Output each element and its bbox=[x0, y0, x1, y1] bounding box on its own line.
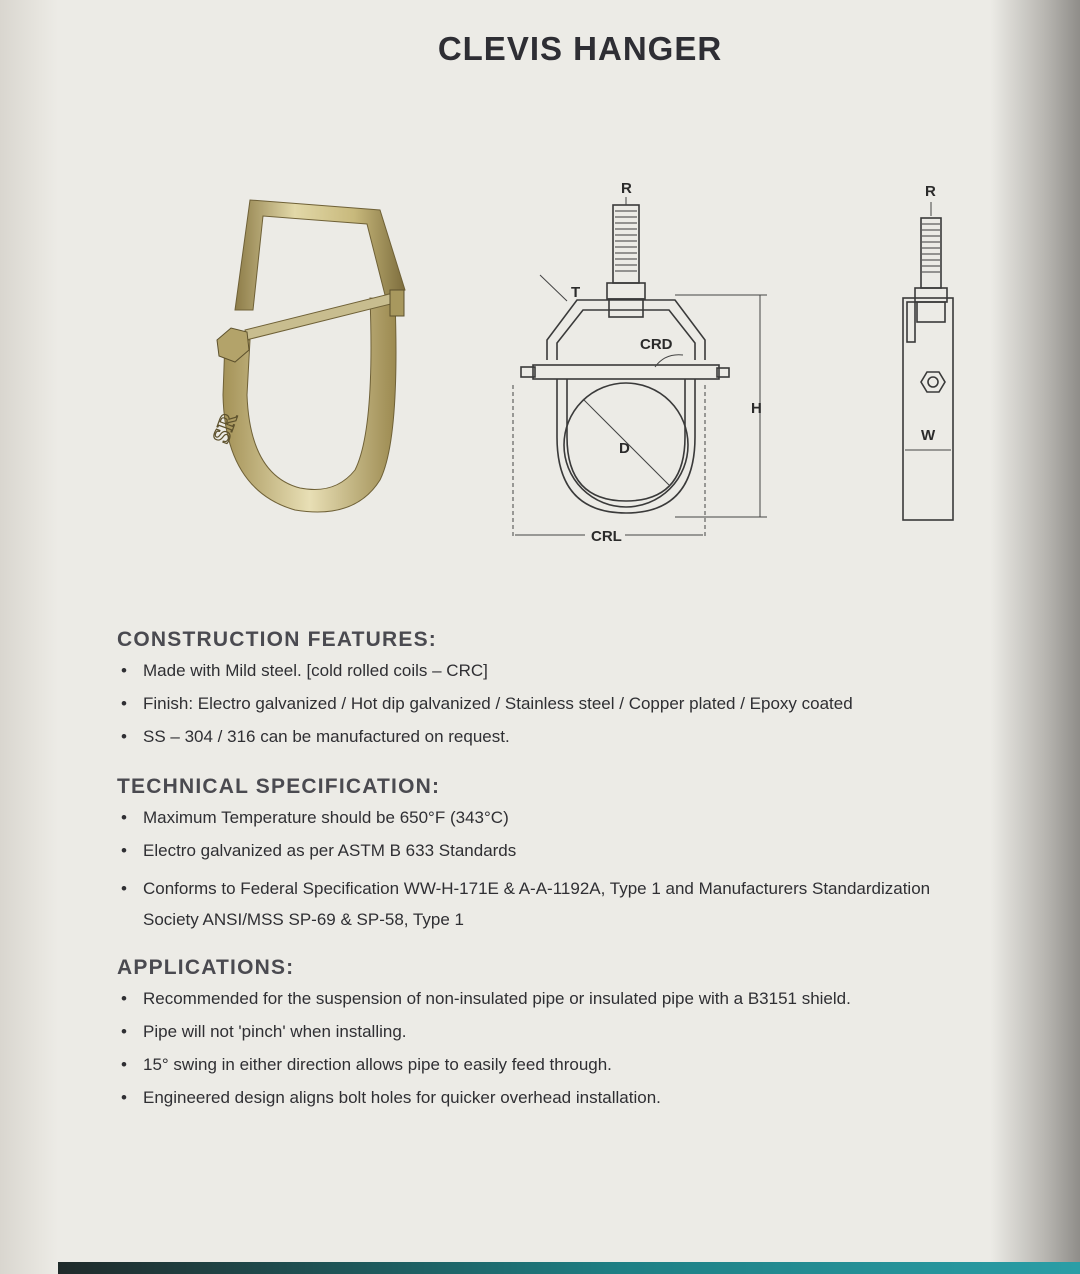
technical-specification-list bbox=[117, 807, 947, 935]
sr-logo: SR bbox=[208, 409, 244, 448]
clevis-hanger-photo bbox=[205, 190, 425, 520]
front-view-diagram bbox=[505, 175, 790, 555]
list-item: • 15° swing in either direction allows pipe to easily feed through. bbox=[117, 1054, 947, 1075]
list-item: • Finish: Electro galvanized / Hot dip galvanized / Stainless steel / Copper plated / Epoxy coated bbox=[117, 693, 947, 714]
label-r: R bbox=[621, 180, 632, 197]
list-item: • Pipe will not 'pinch' when installing. bbox=[117, 1021, 947, 1042]
list-item: • Recommended for the suspension of non-insulated pipe or insulated pipe with a B3151 shield. bbox=[117, 988, 947, 1009]
bottom-color-band bbox=[58, 1262, 1080, 1274]
applications-list bbox=[117, 988, 947, 1108]
label-d: D bbox=[619, 440, 630, 457]
label-r-side: R bbox=[925, 183, 936, 200]
list-item: • Engineered design aligns bolt holes for quicker overhead installation. bbox=[117, 1087, 947, 1108]
label-t: T bbox=[571, 284, 581, 301]
page-gutter-right bbox=[990, 0, 1080, 1274]
side-view-diagram bbox=[885, 178, 975, 528]
construction-features-list bbox=[117, 660, 947, 747]
list-item: • Conforms to Federal Specification WW-H-171E & A-A-1192A, Type 1 and Manufacturers Standardization Society ANSI/MSS SP-69 & SP-58, Type 1 bbox=[117, 873, 947, 935]
applications-section bbox=[117, 956, 947, 1120]
label-crl: CRL bbox=[591, 528, 622, 545]
page-gutter-left bbox=[0, 0, 58, 1274]
construction-features-heading: CONSTRUCTION FEATURES: bbox=[117, 628, 438, 651]
construction-features-section bbox=[117, 628, 947, 759]
applications-heading: APPLICATIONS: bbox=[117, 956, 295, 979]
list-item: • Maximum Temperature should be 650°F (343°C) bbox=[117, 807, 947, 828]
list-item: • Electro galvanized as per ASTM B 633 Standards bbox=[117, 840, 947, 861]
label-w: W bbox=[921, 427, 936, 444]
list-item: • SS – 304 / 316 can be manufactured on request. bbox=[117, 726, 947, 747]
label-h: H bbox=[751, 400, 762, 417]
list-item: • Made with Mild steel. [cold rolled coils – CRC] bbox=[117, 660, 947, 681]
technical-specification-section bbox=[117, 775, 947, 947]
label-crd: CRD bbox=[640, 336, 673, 353]
page-title: CLEVIS HANGER bbox=[437, 30, 723, 67]
technical-specification-heading: TECHNICAL SPECIFICATION: bbox=[117, 775, 441, 798]
